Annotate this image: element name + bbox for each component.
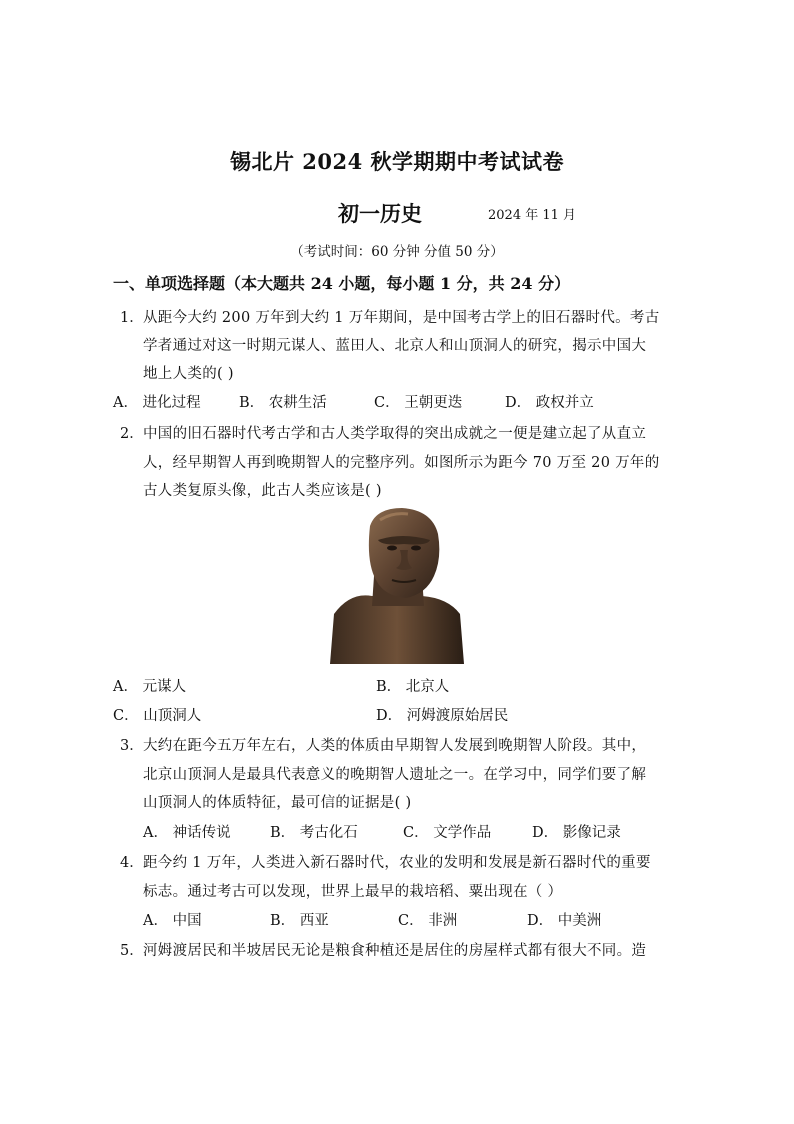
option-a: A． 中国 (143, 913, 202, 929)
question-text: 距今约 1 万年，人类进入新石器时代，农业的发明和发展是新石器时代的重要 (143, 855, 651, 871)
option-d: D． 影像记录 (532, 825, 621, 841)
option-b: B． 农耕生活 (239, 395, 327, 411)
question-number: 3． (120, 738, 144, 754)
option-c: C． 山顶洞人 (113, 708, 202, 724)
question-text: 人，经早期智人再到晚期智人的完整序列。如图所示为距今 70 万至 20 万年的 (143, 455, 660, 471)
question-number: 4． (120, 855, 144, 871)
question-number: 5． (120, 943, 144, 959)
option-d: D． 政权并立 (505, 395, 594, 411)
question-text: 地上人类的( ) (143, 366, 234, 382)
option-b: B． 考古化石 (270, 825, 358, 841)
option-c: C． 文学作品 (403, 825, 492, 841)
option-a: A． 进化过程 (113, 395, 201, 411)
section-heading: 一、单项选择题（本大题共 24 小题，每小题 1 分，共 24 分） (113, 274, 571, 293)
question-number: 2． (120, 426, 144, 442)
question-text: 北京山顶洞人是最具代表意义的晚期智人遗址之一。在学习中，同学们要了解 (143, 767, 647, 783)
subject-title: 初一历史 (338, 201, 422, 226)
exam-info: （考试时间：60 分钟 分值 50 分） (290, 244, 504, 260)
exam-date: 2024 年 11 月 (488, 208, 577, 223)
ancient-human-bust-image (330, 506, 464, 664)
option-a: A． 神话传说 (143, 825, 231, 841)
question-text: 古人类复原头像，此古人类应该是( ) (143, 483, 382, 499)
option-b: B． 北京人 (376, 679, 450, 695)
question-text: 从距今大约 200 万年到大约 1 万年期间，是中国考古学上的旧石器时代。考古 (143, 310, 660, 326)
question-number: 1． (120, 310, 144, 326)
exam-title: 锡北片 2024 秋学期期中考试试卷 (229, 149, 565, 174)
question-text: 河姆渡居民和半坡居民无论是粮食种植还是居住的房屋样式都有很大不同。造 (143, 943, 647, 959)
option-d: D． 中美洲 (527, 913, 602, 929)
option-c: C． 王朝更迭 (374, 395, 463, 411)
question-text: 山顶洞人的体质特征，最可信的证据是( ) (143, 795, 412, 811)
question-text: 学者通过对这一时期元谋人、蓝田人、北京人和山顶洞人的研究，揭示中国大 (143, 338, 647, 354)
question-text: 标志。通过考古可以发现，世界上最早的栽培稻、粟出现在（ ） (143, 884, 563, 900)
option-b: B． 西亚 (270, 913, 329, 929)
option-d: D． 河姆渡原始居民 (376, 708, 509, 724)
option-c: C． 非洲 (398, 913, 458, 929)
question-text: 大约在距今五万年左右，人类的体质由早期智人发展到晚期智人阶段。其中， (143, 738, 647, 754)
question-text: 中国的旧石器时代考古学和古人类学取得的突出成就之一便是建立起了从直立 (143, 426, 647, 442)
option-a: A． 元谋人 (113, 679, 187, 695)
